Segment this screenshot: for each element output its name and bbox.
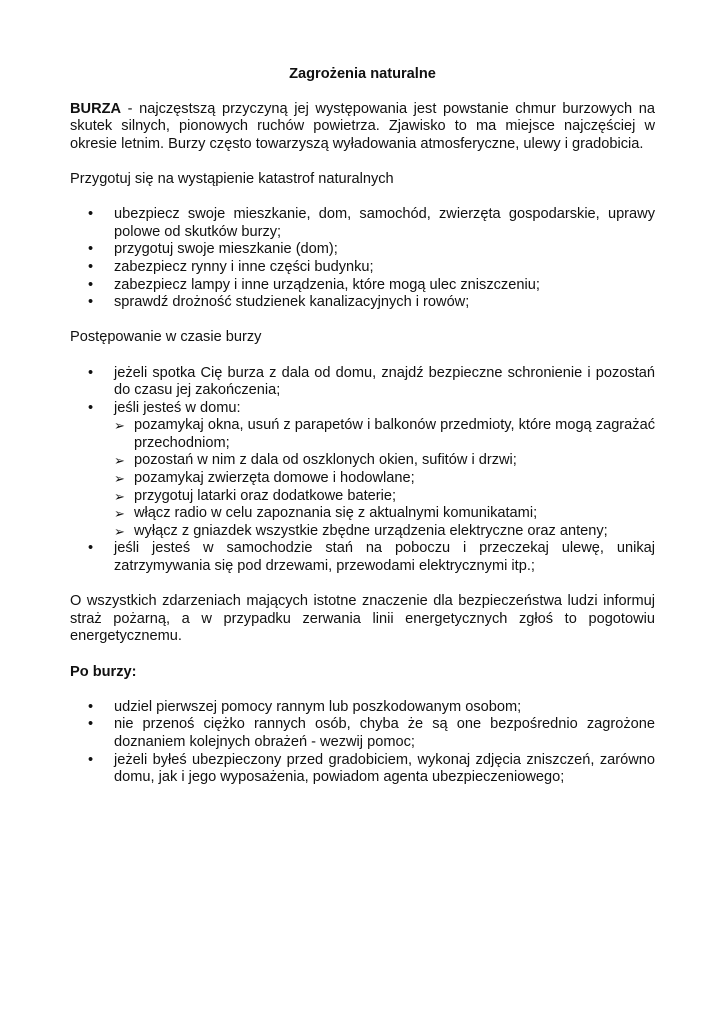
- list-item: [70, 400, 655, 541]
- list-item: [70, 294, 655, 312]
- list-item-text: jeżeli byłeś ubezpieczony przed gradobiciem, wykonaj zdjęcia zniszczeń, zarówno domu, jak i jego wyposażenia, powiadom agenta ubezpieczeniowego;: [114, 751, 655, 786]
- bullet-icon: •: [88, 294, 94, 311]
- arrow-bullet-icon: ➢: [114, 488, 125, 504]
- after-list: [70, 699, 655, 787]
- bullet-icon: •: [88, 540, 94, 557]
- arrow-bullet-icon: ➢: [114, 418, 125, 434]
- prepare-list: [70, 206, 655, 312]
- sublist-item-text: pozamykaj zwierzęta domowe i hodowlane;: [134, 470, 415, 487]
- sublist-item: [114, 417, 655, 452]
- home-sublist: [114, 417, 655, 540]
- sublist-item: [114, 488, 655, 506]
- bullet-icon: •: [88, 364, 94, 381]
- during-heading: Postępowanie w czasie burzy: [70, 329, 262, 346]
- list-item: [70, 206, 655, 241]
- arrow-bullet-icon: ➢: [114, 523, 125, 539]
- document-page: [70, 66, 655, 787]
- sublist-item: [114, 452, 655, 470]
- sublist-item-text: przygotuj latarki oraz dodatkowe baterie;: [134, 487, 397, 504]
- list-item: [70, 365, 655, 400]
- during-list: [70, 365, 655, 576]
- list-item-text: jeśli jesteś w domu:: [114, 399, 241, 416]
- after-heading: Po burzy:: [70, 663, 137, 680]
- bullet-icon: •: [88, 751, 94, 768]
- list-item: [70, 752, 655, 787]
- list-item: [70, 277, 655, 295]
- arrow-bullet-icon: ➢: [114, 453, 125, 469]
- list-item-text: zabezpiecz lampy i inne urządzenia, które mogą ulec zniszczeniu;: [114, 276, 540, 293]
- intro-paragraph: [70, 101, 655, 154]
- sublist-item-text: wyłącz z gniazdek wszystkie zbędne urządzenia elektryczne oraz anteny;: [134, 522, 608, 539]
- arrow-bullet-icon: ➢: [114, 506, 125, 522]
- bullet-icon: •: [88, 258, 94, 275]
- list-item: [70, 259, 655, 277]
- list-item-text: zabezpiecz rynny i inne części budynku;: [114, 258, 374, 275]
- report-paragraph: O wszystkich zdarzeniach mających istotne znaczenie dla bezpieczeństwa ludzi informuj straż pożarną, a w przypadku zerwania linii energetycznych zgłoś to pogotowiu energetycznemu.: [70, 593, 655, 645]
- list-item-text: nie przenoś ciężko rannych osób, chyba że są one bezpośrednio zagrożone doznaniem kolejnych obrażeń - wezwij pomoc;: [114, 716, 655, 750]
- intro-term: BURZA: [70, 100, 122, 117]
- list-item: [70, 540, 655, 575]
- sublist-item-text: pozostań w nim z dala od oszklonych okien, sufitów i drzwi;: [134, 452, 517, 469]
- list-item-text: jeżeli spotka Cię burza z dala od domu, znajdź bezpieczne schronienie i pozostań do czasu jej zakończenia;: [114, 364, 655, 399]
- list-item-text: sprawdź drożność studzienek kanalizacyjnych i rowów;: [114, 294, 470, 311]
- bullet-icon: •: [88, 698, 94, 715]
- sublist-item-text: włącz radio w celu zapoznania się z aktualnymi komunikatami;: [134, 505, 538, 522]
- sublist-item: [114, 523, 655, 541]
- list-item: [70, 716, 655, 751]
- list-item: [70, 241, 655, 259]
- sublist-item: [114, 470, 655, 488]
- bullet-icon: •: [88, 716, 94, 733]
- list-item: [70, 699, 655, 717]
- list-item-text: udziel pierwszej pomocy rannym lub poszkodowanym osobom;: [114, 698, 522, 715]
- bullet-icon: •: [88, 399, 94, 416]
- list-item-text: jeśli jesteś w samochodzie stań na poboczu i przeczekaj ulewę, unikaj zatrzymywania się pod drzewami, przewodami elektrycznymi itp.;: [114, 540, 655, 575]
- page-title: Zagrożenia naturalne: [289, 66, 436, 82]
- sublist-item-text: pozamykaj okna, usuń z parapetów i balkonów przedmioty, które mogą zagrażać przechodniom;: [134, 417, 655, 451]
- prepare-heading: Przygotuj się na wystąpienie katastrof naturalnych: [70, 170, 394, 187]
- list-item-text: ubezpiecz swoje mieszkanie, dom, samochód, zwierzęta gospodarskie, uprawy polowe od skutków burzy;: [114, 206, 655, 240]
- bullet-icon: •: [88, 241, 94, 258]
- intro-text: - najczęstszą przyczyną jej występowania jest powstanie chmur burzowych na skutek silnych, pionowych ruchów powietrza. Zjawisko to ma miejsce najczęściej w okresie letnim. Burzy często towarzyszą wyładowania atmosferyczne, ulewy i gradobicia.: [70, 100, 655, 152]
- sublist-item: [114, 505, 655, 523]
- arrow-bullet-icon: ➢: [114, 471, 125, 487]
- list-item-text: przygotuj swoje mieszkanie (dom);: [114, 241, 338, 258]
- bullet-icon: •: [88, 276, 94, 293]
- bullet-icon: •: [88, 206, 94, 223]
